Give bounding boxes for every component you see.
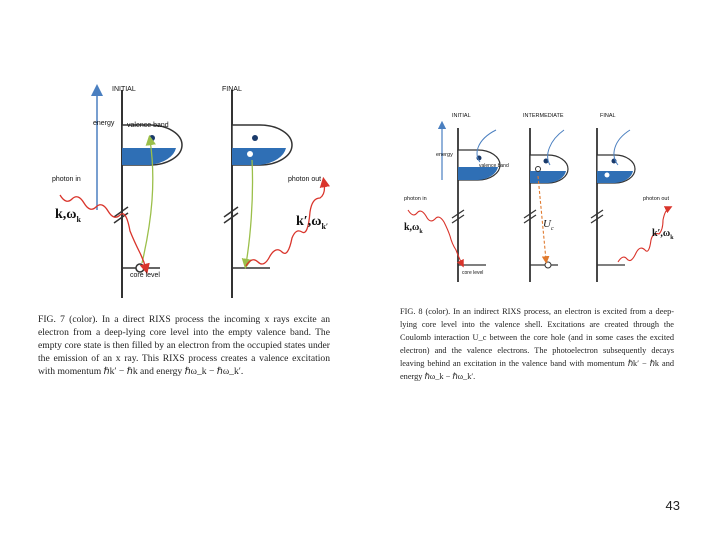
fig8-caption-text: In an indirect RIXS process, an electron is excited from a deep-lying core level into the valence shell. Excitations are created through the Coulomb interaction U_c between the core hole (and in some cases the excited electron) and the valence electrons. The photoelectron subsequently decays leaving behind an excitation in the valence band with momentum ℏk′ − ℏk and energy ℏω_k − ℏω_k′. — [400, 307, 674, 381]
core-hole — [136, 264, 144, 272]
fig8-caption-lead: FIG. 8 (color). — [400, 307, 451, 316]
fig8-photon-out-label: photon out — [643, 196, 669, 202]
k-out-subscript: k — [670, 235, 674, 241]
fig7-caption-lead: FIG. 7 (color). — [38, 314, 98, 325]
fig7-diagram — [40, 80, 340, 305]
fig8-core-level-label: core level — [462, 270, 484, 276]
fig7-core-level-label: core level — [130, 272, 160, 279]
fig7-photon-out-label: photon out — [288, 176, 322, 183]
fig8-heading-intermediate: INTERMEDIATE — [523, 113, 564, 119]
occupied-band-final — [597, 171, 633, 183]
fig7-k-in-label — [55, 207, 81, 224]
photoelectron-dot — [536, 167, 541, 172]
fig7-photon-in-label: photon in — [52, 176, 81, 183]
fig8-photon-in-label: photon in — [404, 196, 427, 202]
fig7-valence-band-label: valence band — [127, 122, 169, 129]
fig8-k-out-label — [652, 228, 674, 241]
k-out-symbol: k′,ω — [652, 228, 671, 239]
fig8-uc-label — [543, 218, 554, 232]
k-in-subscript: k — [419, 229, 423, 235]
page-number: 43 — [665, 498, 680, 513]
fig8-valence-band-label: valence band — [479, 163, 509, 169]
fig8-caption — [400, 305, 674, 383]
fig8-energy-label: energy — [436, 152, 453, 158]
fig7-caption — [38, 313, 330, 378]
occupied-band-initial — [122, 148, 176, 165]
occupied-band-intermediate — [530, 171, 566, 183]
fig8-k-in-label — [404, 222, 423, 235]
k-out-symbol: k′,ω — [296, 214, 322, 229]
k-in-symbol: k,ω — [55, 207, 77, 222]
hole-dot — [605, 173, 610, 178]
k-out-subscript: k′ — [321, 221, 329, 231]
core-hole — [545, 262, 551, 268]
decay-arrow — [246, 160, 253, 264]
hole-dot — [247, 151, 253, 157]
fig7-k-out-label — [296, 214, 328, 231]
k-in-symbol: k,ω — [404, 222, 420, 233]
uc-symbol: U — [543, 218, 551, 230]
uc-subscript: c — [550, 226, 554, 233]
fig8-heading-final: FINAL — [600, 113, 616, 119]
fig8-heading-initial: INITIAL — [452, 113, 471, 119]
electron-dot — [252, 135, 258, 141]
fig7-heading-final: FINAL — [222, 86, 242, 93]
fig7-energy-label: energy — [93, 120, 115, 127]
photon-in-wave — [408, 210, 462, 264]
fig7-heading-initial: INITIAL — [112, 86, 136, 93]
occupied-band-final — [232, 148, 286, 165]
k-in-subscript: k — [76, 214, 81, 224]
fig7-caption-text: In a direct RIXS process the incoming x rays excite an electron from a deep-lying core level into the empty valence band. The empty core state is then filled by an electron from the occupied states under the emission of an x ray. This RIXS process creates a valence excitation with momentum ℏk′ − ℏk and energy ℏω_k − ℏω_k′. — [38, 314, 330, 377]
